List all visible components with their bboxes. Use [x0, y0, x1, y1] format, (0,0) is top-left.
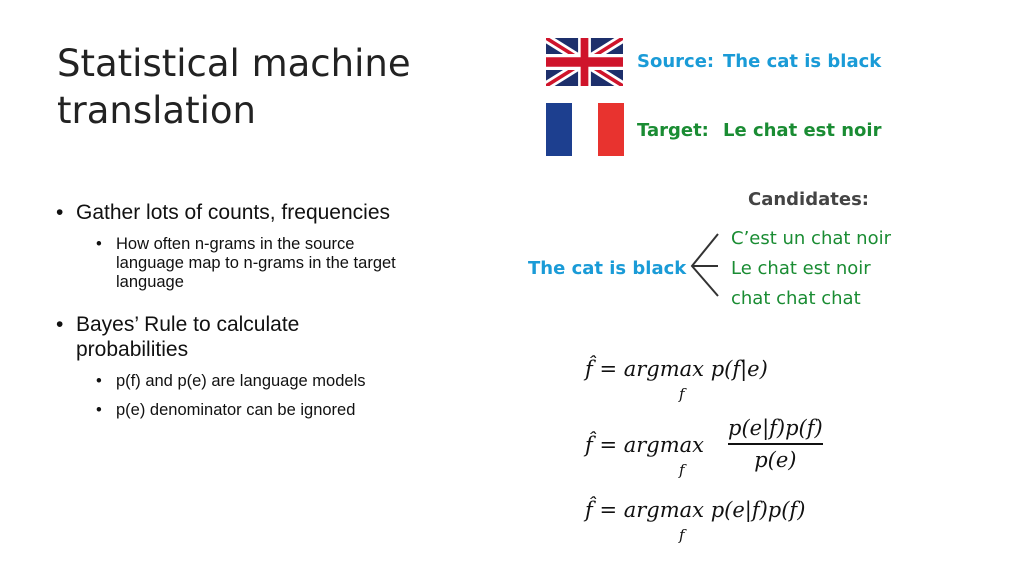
source-label: Source:	[637, 51, 715, 72]
target-text: Le chat est noir	[723, 120, 882, 141]
bullet-list	[56, 200, 396, 432]
candidates-title: Candidates:	[748, 189, 869, 210]
eq-subscript: f	[679, 526, 685, 544]
france-flag-icon	[546, 103, 624, 156]
eq-subscript: f	[679, 385, 685, 403]
slide-title: Statistical machine translation	[57, 42, 411, 132]
eq-rhs: p(e|f)p(f)	[710, 498, 806, 522]
uk-flag-icon	[546, 38, 623, 86]
candidates-input: The cat is black	[528, 258, 687, 279]
fraction-numerator: p(e|f)p(f)	[728, 416, 823, 440]
bullet-item	[56, 312, 396, 420]
eq-lhs: f̂ = argmax	[585, 433, 704, 457]
source-text: The cat is black	[723, 51, 882, 72]
equation-2	[585, 433, 704, 479]
fraction-line	[728, 443, 823, 445]
eq-subscript: f	[679, 461, 685, 479]
eq-lhs: f̂ = argmax	[585, 357, 704, 381]
candidate-item: Le chat est noir	[731, 258, 871, 279]
bullet-text: Gather lots of counts, frequencies	[76, 201, 391, 224]
equation-2-fraction	[728, 416, 823, 472]
eq-lhs: f̂ = argmax	[585, 498, 704, 522]
fraction-denominator: p(e)	[754, 447, 797, 472]
branch-icon	[688, 230, 722, 300]
candidate-item: chat chat chat	[731, 288, 861, 309]
sub-bullet-item: • p(e) denominator can be ignored	[96, 401, 396, 420]
bullet-text: Bayes’ Rule to calculate probabilities	[76, 313, 300, 361]
candidate-item: C’est un chat noir	[731, 228, 891, 249]
equation-1	[585, 357, 768, 403]
equation-3	[585, 498, 806, 544]
sub-bullet-item: • p(f) and p(e) are language models	[96, 372, 396, 391]
eq-rhs: p(f|e)	[710, 357, 768, 381]
sub-bullet-item: • How often n-grams in the source language map to n-grams in the target language	[96, 235, 396, 292]
bullet-item	[56, 200, 396, 292]
target-label: Target:	[637, 120, 709, 141]
